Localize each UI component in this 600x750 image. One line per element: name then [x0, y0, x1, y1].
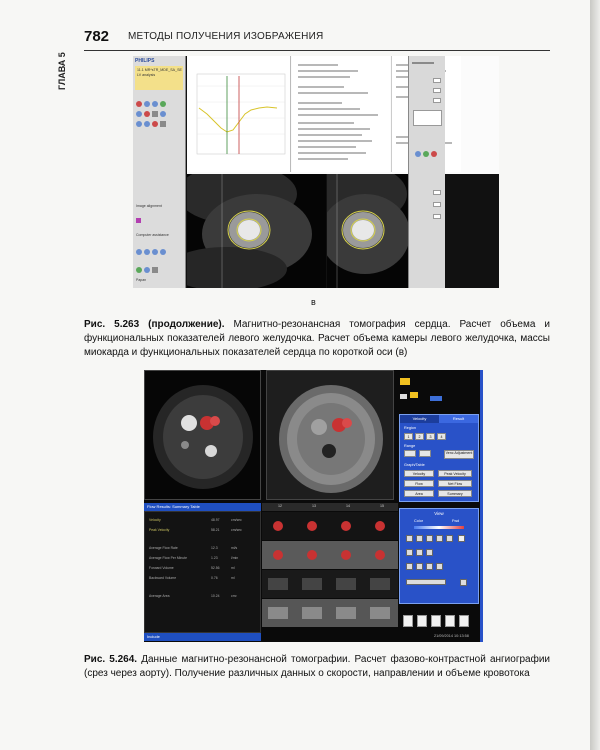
peak-velocity-button[interactable]: Peak Velocity	[438, 470, 472, 477]
volume-curve-plot	[187, 56, 291, 172]
page-binding	[590, 0, 600, 750]
document-icon[interactable]	[417, 615, 427, 627]
color-label: Color	[414, 519, 424, 523]
view-option-button[interactable]	[426, 563, 433, 570]
region-button-2[interactable]: 2	[415, 433, 424, 440]
table-row-name: Average Area	[149, 594, 170, 598]
view-option-button[interactable]	[416, 563, 423, 570]
table-row-unit: ml	[231, 566, 235, 570]
patient-line-1: 11.1 MR*sTR_MDE_SA_SE	[137, 68, 182, 72]
table-row-value: 58.21	[211, 528, 220, 532]
philips-logo: PHILIPS	[135, 58, 155, 64]
summary-table-title: Flow Results: Summary Table	[144, 503, 261, 511]
stop-button[interactable]	[458, 535, 465, 542]
document-icon[interactable]	[431, 615, 441, 627]
figure-1-caption	[84, 318, 550, 360]
first-frame-button[interactable]	[406, 535, 413, 542]
figure-2-toolbar	[399, 612, 479, 642]
axial-mri-aorta-image	[144, 370, 261, 500]
patient-line-2: LV analysis	[137, 73, 156, 77]
range-input-min[interactable]	[404, 450, 416, 457]
window-icon[interactable]	[430, 396, 442, 401]
flow-analysis-panel	[399, 414, 479, 502]
table-row-unit: cm/sec	[231, 528, 242, 532]
sequence-strip-2	[262, 541, 398, 569]
table-row-unit: cm/sec	[231, 518, 242, 522]
tab-result[interactable]: Result	[439, 415, 478, 423]
header-rule	[84, 50, 550, 51]
figure-2-caption-label: Рис. 5.264.	[84, 654, 138, 665]
folder-icon[interactable]	[410, 392, 418, 398]
tool-row-2	[136, 104, 168, 110]
sequence-strip-1	[262, 512, 398, 540]
area-button[interactable]: Area	[404, 490, 434, 497]
color-swatch	[136, 218, 141, 223]
tool-icon	[152, 249, 158, 255]
figure-2-caption	[84, 653, 550, 681]
mri-short-axis-image-2	[327, 174, 408, 288]
region-button-4[interactable]: 4	[437, 433, 446, 440]
sequence-strip-3	[262, 570, 398, 598]
figure-2-scrollbar[interactable]	[480, 370, 483, 642]
table-row-value: 1.23	[211, 556, 218, 560]
table-row-value: 10.24	[211, 594, 220, 598]
panel-label-computer-assistance: Computer assistance	[136, 233, 169, 237]
tool-icon	[144, 249, 150, 255]
table-row-name: Average Flow Rate	[149, 546, 178, 550]
folder-icon[interactable]	[400, 378, 410, 385]
prev-frame-button[interactable]	[416, 535, 423, 542]
sequence-number: 12	[278, 504, 282, 508]
tool-icon	[431, 151, 437, 157]
table-row-name: Average Flow Per Minute	[149, 556, 188, 560]
figure-1-control-panel	[408, 56, 445, 288]
chapter-tab: ГЛАВА 5	[57, 52, 67, 90]
timestamp: 21/09/2014 10:13:58	[434, 634, 469, 638]
sequence-frames-1	[262, 512, 398, 540]
summary-button[interactable]: Summary	[438, 490, 472, 497]
figure-1-caption-text: Магнитно-резонансная томография сердца. Расчет объема и функциональных показателей левого желудочка. Расчет объема камеры левого желудочка, массы миокарда и функциональных показателей сердца по короткой оси (в)	[84, 319, 550, 358]
sequence-header	[262, 503, 398, 511]
volume-curve-graph	[187, 56, 291, 172]
view-option-button[interactable]	[416, 549, 423, 556]
subfigure-label: в	[311, 297, 316, 307]
sequence-number: 15	[380, 504, 384, 508]
panel-label-papan: Papan	[136, 278, 147, 282]
tool-icon	[144, 267, 150, 273]
file-icon[interactable]	[400, 394, 407, 399]
table-row-value: 0.76	[211, 576, 218, 580]
tool-icon	[152, 121, 158, 127]
table-row-unit: ml/s	[231, 546, 238, 550]
figure-1-left-panel	[133, 56, 186, 288]
graph-table-label: Graph/Table	[404, 463, 425, 467]
tool-icon	[136, 267, 142, 273]
region-label: Region	[404, 426, 417, 430]
figure-1-analysis-area	[187, 56, 499, 174]
view-option-button[interactable]	[460, 579, 467, 586]
view-title: View	[434, 511, 444, 516]
color-slider[interactable]	[414, 526, 464, 529]
table-row-unit: cm²	[231, 594, 237, 598]
table-row-value: 52.56	[211, 566, 220, 570]
sequence-number: 14	[346, 504, 350, 508]
summary-table	[144, 511, 261, 633]
table-row-unit: l/min	[231, 556, 239, 560]
view-panel	[399, 508, 479, 604]
venc-adjustment-button[interactable]: Venc Adjustment	[444, 450, 474, 459]
view-option-button[interactable]	[406, 563, 413, 570]
tool-row-1	[136, 94, 168, 100]
figure-2-caption-text: Данные магнитно-резонансной томографии. Расчет фазово-контрастной ангиографии (срез через аорту). Получение различных данных о скорости, направлении и объеме кровотока	[84, 654, 550, 679]
region-button-3[interactable]: 3	[426, 433, 435, 440]
sequence-strip-4	[262, 599, 398, 627]
fwd-label: Fwd	[452, 519, 460, 523]
document-icon[interactable]	[459, 615, 469, 627]
play-button[interactable]	[426, 535, 433, 542]
table-row-unit: ml	[231, 576, 235, 580]
measurement-report	[292, 56, 390, 172]
tool-icon	[144, 121, 150, 127]
net-flow-button[interactable]: Net Flow	[438, 480, 472, 487]
tool-icon	[160, 121, 166, 127]
view-option-button[interactable]	[426, 549, 433, 556]
figure-1-caption-label: Рис. 5.263 (продолжение).	[84, 319, 225, 330]
document-icon[interactable]	[403, 615, 413, 627]
tool-row-5	[136, 260, 160, 266]
table-row-value: 12.3	[211, 546, 218, 550]
phase-contrast-image	[266, 370, 394, 500]
table-row-value: 48.97	[211, 518, 220, 522]
phase-contrast-plot	[267, 371, 394, 500]
patient-info-box	[135, 66, 183, 90]
table-row-name: Backward Volume	[149, 576, 177, 580]
mri-short-axis-image-1	[187, 174, 326, 288]
axial-mri-image	[145, 371, 260, 499]
panel-tabs	[400, 415, 478, 423]
tool-icon	[415, 151, 421, 157]
table-row-name: Forward Volume	[149, 566, 174, 570]
sequence-frames-3	[262, 570, 398, 598]
tool-row-3	[136, 114, 168, 120]
table-row-name: Velocity	[149, 518, 161, 522]
pause-button[interactable]	[436, 535, 443, 542]
figure-2-screenshot	[144, 370, 483, 642]
tool-row-4	[136, 242, 168, 248]
table-row-name: Peak Velocity	[149, 528, 170, 532]
tool-icon	[152, 267, 158, 273]
include-bar[interactable]: Include	[144, 633, 261, 641]
sequence-number: 13	[312, 504, 316, 508]
tab-velocity[interactable]: Velocity	[400, 415, 439, 423]
tool-icon	[136, 249, 142, 255]
page-number: 782	[84, 28, 110, 45]
tool-icon	[423, 151, 429, 157]
next-frame-button[interactable]	[446, 535, 453, 542]
tool-icon	[160, 249, 166, 255]
velocity-button[interactable]: Velocity	[404, 470, 434, 477]
mri-image-1	[187, 174, 326, 288]
view-option-button[interactable]	[406, 549, 413, 556]
view-option-button[interactable]	[436, 563, 443, 570]
range-input-max[interactable]	[419, 450, 431, 457]
region-button-1[interactable]: 1	[404, 433, 413, 440]
document-icon[interactable]	[445, 615, 455, 627]
panel-label-image-alignment: Image alignment	[136, 204, 162, 208]
sequence-frames-4	[262, 599, 398, 627]
flow-button[interactable]: Flow	[404, 480, 434, 487]
range-label: Range	[404, 444, 416, 448]
tool-icon	[136, 121, 142, 127]
running-title: МЕТОДЫ ПОЛУЧЕНИЯ ИЗОБРАЖЕНИЯ	[128, 31, 324, 42]
sequence-frames-2	[262, 541, 398, 569]
mri-image-2	[327, 174, 408, 288]
figure-1-screenshot	[133, 56, 499, 288]
color-map-select[interactable]	[406, 579, 446, 585]
